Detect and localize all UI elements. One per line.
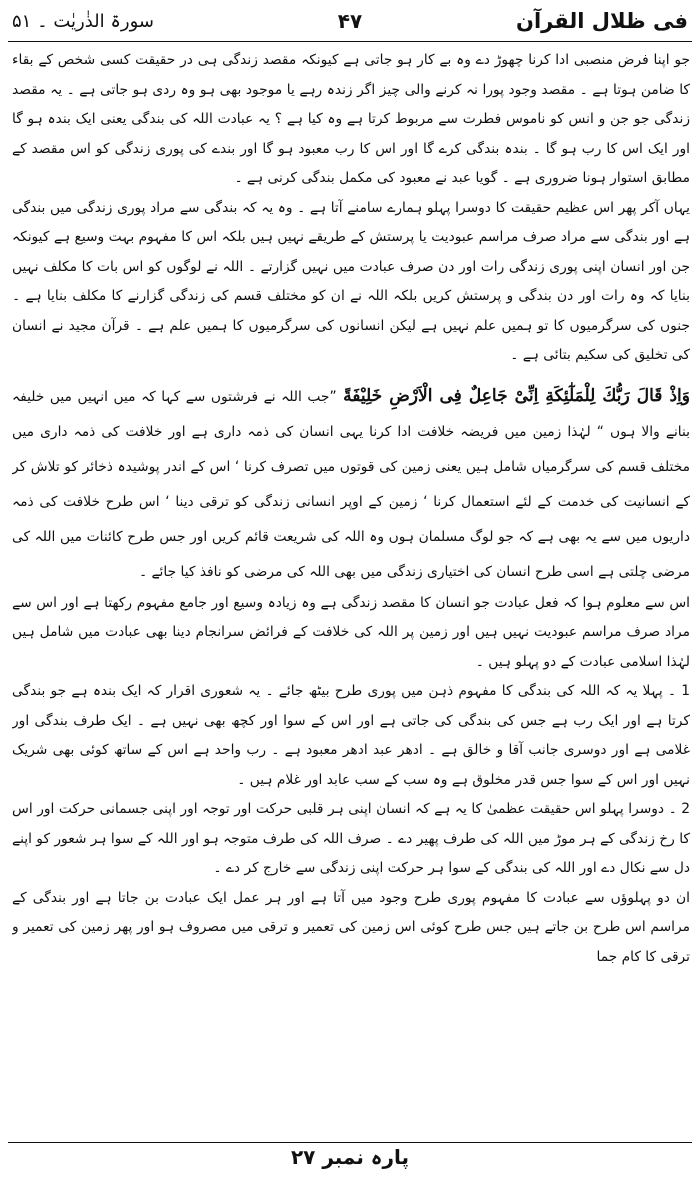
paragraph-4: اس سے معلوم ہوا کہ فعل عبادت جو انسان کا مقصد زندگی ہے وہ زیادہ وسیع اور جامع مفہوم رکھتا ہے اور اس سے مراد صرف مراسم عبودیت نہیں ہیں اور زمین پر اللہ کی خلافت کے فرائض سرانجام دینا بھی عبادت میں شامل ہیں لہٰذا اسلامی عبادت کے دو پہلو ہیں ۔: [12, 594, 690, 670]
page-header: [12, 4, 688, 38]
header-divider: [8, 41, 692, 42]
verse-commentary: ”جب اللہ نے فرشتوں سے کہا کہ میں انہیں میں خلیفہ بنانے والا ہوں “ لہٰذا زمین میں فریضہ خلافت ادا کرنا یہی انسان کی ذمہ داری ہے اور خلافت کی ذمہ داری میں مختلف قسم کی سرگرمیاں شامل ہیں یعنی زمین کی قوتوں میں تصرف کرنا ‘ اس کے اندر پوشیدہ ذخائر کو تلاش کر کے انسانیت کی خدمت کے لئے استعمال کرنا ‘ زمین کے اوپر انسانی زندگی کو ترقی دینا ‘ اس طرح خلافت کی ذمہ داریوں میں سے یہ بھی ہے کہ جو لوگ مسلمان ہوں وہ اللہ کی شریعت قائم کریں اور جس طرح کائنات میں اللہ کی مرضی چلتی ہے اسی طرح انسان کی اختیاری زندگی میں بھی اللہ کی مرضی کو نافذ کیا جائے ۔: [12, 388, 690, 580]
paragraph-5: 1 ۔ پہلا یہ کہ اللہ کی بندگی کا مفہوم ذہن میں پوری طرح بیٹھ جائے ۔ یہ شعوری اقرار کہ ایک بندہ ہے جو بندگی کرتا ہے اور ایک رب ہے جس کی بندگی کی جاتی ہے اور اس کے سوا اور کچھ بھی نہیں ہے ۔ ایک طرف بندگی اور غلامی ہے اور دوسری جانب آقا و خالق ہے ۔ ادھر عبد ادھر معبود ہے ۔ رب واحد ہے اس کے ساتھ کوئی بھی شریک نہیں اور اس کے سوا جس قدر مخلوق ہے وہ سب کے سب عابد اور غلام ہیں ۔: [12, 683, 690, 788]
paragraph-7: ان دو پہلوؤں سے عبادت کا مفہوم پوری طرح وجود میں آتا ہے اور ہر عمل ایک عبادت بن جاتا ہے اور بندگی کے مراسم اس طرح بن جاتے ہیں جس طرح کوئی اس زمین کی تعمیر و ترقی میں مصروف ہو اور پھر زمین کی تعمیر و ترقی کا کام جما: [12, 889, 690, 965]
paragraph-2: یہاں آکر پھر اس عظیم حقیقت کا دوسرا پہلو ہمارے سامنے آتا ہے ۔ وہ یہ کہ بندگی سے مراد پوری زندگی میں بندگی ہے اور بندگی سے مراد صرف مراسم عبودیت یا پرستش کے طریقے نہیں ہیں بلکہ اس کا مفہوم بہت وسیع ہے کیونکہ جن اور انسان اپنی پوری زندگی رات اور دن صرف عبادت میں نہیں گزارتے ۔ اللہ نے لوگوں کو اس بات کا مکلف نہیں بنایا کہ وہ رات اور دن بندگی و پرستش کریں بلکہ اللہ نے ان کو مختلف قسم کی زندگی گزارنے کا مکلف بنایا ہے ۔ جنوں کی سرگرمیوں کا تو ہمیں علم نہیں ہے لیکن انسانوں کی سرگرمیوں کا ہمیں علم ہے ۔ قرآن مجید نے انسان کی تخلیق کی سکیم بتائی ہے ۔: [12, 199, 690, 363]
surah-info: سورۃ الذٰریٰت ۔ ۵۱: [12, 10, 154, 32]
quran-verse: وَاِذْ قَالَ رَبُّكَ لِلْمَلٰٓئِكَةِ اِنِّىْ جَاعِلٌ فِى الْاَرْضِ خَلِيْفَةً: [343, 385, 690, 406]
book-title: فی ظلال القرآن: [516, 9, 688, 33]
paragraph-6: 2 ۔ دوسرا پہلو اس حقیقت عظمیٰ کا یہ ہے کہ انسان اپنی ہر قلبی حرکت اور توجہ اور اپنی جسمانی حرکت اور اس کا رخ زندگی کے ہر موڑ میں اللہ کی طرف پھیر دے ۔ صرف اللہ کی طرف متوجہ ہو اور اللہ کے سوا ہر شعور کو اپنے دل سے نکال دے اور اللہ کی بندگی کے سوا ہر حرکت اپنی زندگی سے خارج کر دے ۔: [12, 801, 690, 876]
page-number: ۴۷: [337, 9, 363, 33]
footer-divider: [8, 1142, 692, 1143]
page-footer: پارہ نمبر ۲۷: [290, 1145, 410, 1169]
paragraph-3: [12, 379, 690, 589]
paragraph-1: جو اپنا فرض منصبی ادا کرنا چھوڑ دے وہ بے کار ہو جاتی ہے کیونکہ مقصد زندگی ہی در حقیقت کسی شخص کے بقاء کا ضامن ہوتا ہے ۔ مقصد وجود پورا نہ کرنے والی چیز اگر زندہ رہے یا موجود بھی ہو وہ ردی ہو جاتی ہے ۔ یہ مقصد زندگی جو جن و انس کو ناموس فطرت سے مربوط کرتا ہے وہ کیا ہے ؟ یہ عبادت اللہ کی بندگی یعنی ایک بندہ ہو گا اور ایک اس کا رب ہو گا ۔ بندہ بندگی کرے گا اور اس کا رب معبود ہو گا اور بندے کی پوری زندگی کو اس مقصد کے مطابق استوار ہونا ضروری ہے ۔ گویا عبد نے معبود کی مکمل بندگی کرنی ہے ۔: [12, 52, 690, 186]
page-body: [12, 46, 690, 1052]
